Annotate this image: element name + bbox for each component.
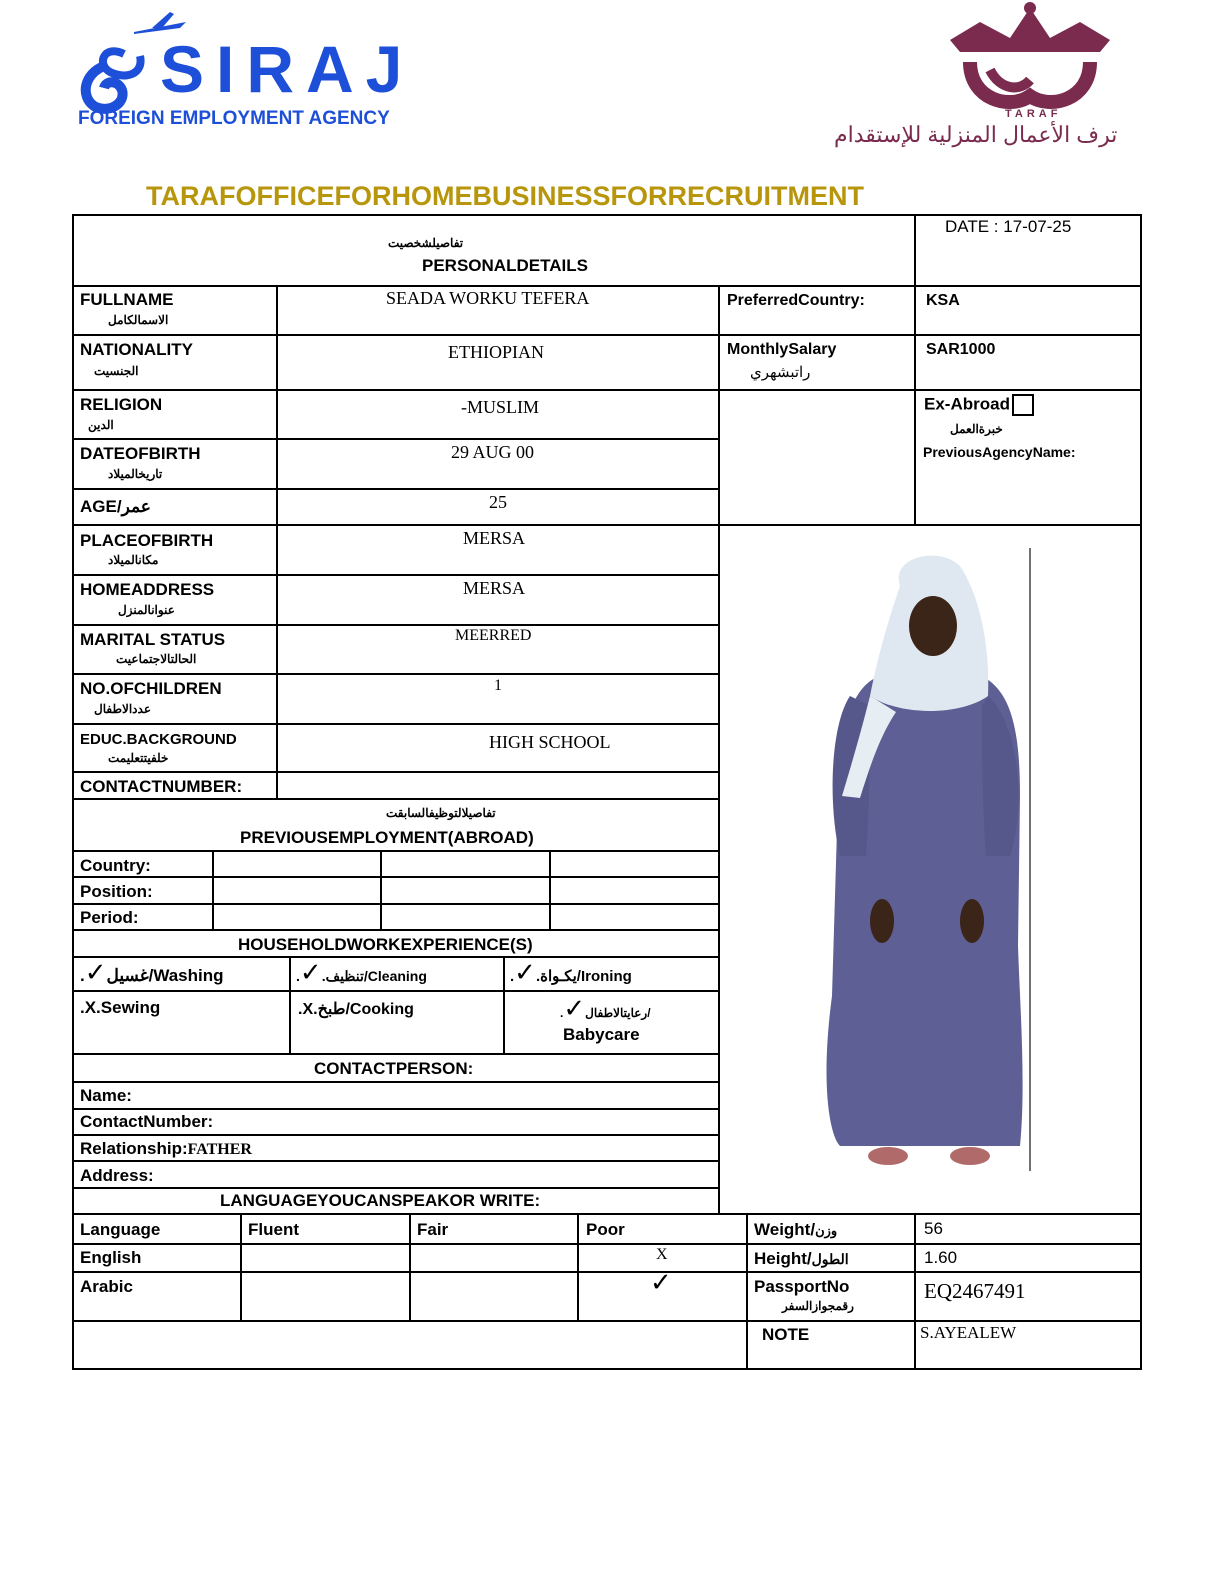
passport-label-ar: رقمجوازالسفر <box>782 1299 854 1313</box>
nationality-value: ETHIOPIAN <box>448 342 544 362</box>
weight <box>754 1220 837 1240</box>
skill-babycare-top: .✓رعايتالاطفال/ <box>560 994 651 1024</box>
age-label-en: AGE/ <box>80 497 122 516</box>
education-label: EDUC.BACKGROUND <box>80 731 237 748</box>
taraf-name: TARAF <box>1005 108 1062 120</box>
pob-value: MERSA <box>463 528 526 548</box>
preferred-country-label: PreferredCountry: <box>727 292 865 309</box>
relationship-value: FATHER <box>187 1141 252 1158</box>
lang-header-fluent: Fluent <box>248 1220 299 1239</box>
fullname-label-ar: الاسمالكامل <box>108 313 169 327</box>
lang-header-language: Language <box>80 1220 161 1239</box>
applicant-figure <box>720 526 1140 1213</box>
skill-washing: .✓غسيل/Washing <box>80 958 224 988</box>
home-address-label-ar: عنوانالمنزل <box>118 603 175 617</box>
contact-number-label: CONTACTNUMBER: <box>80 777 243 796</box>
babycare-label-ar: رعايتالاطفال/ <box>585 1006 651 1020</box>
prev-country-label: Country: <box>80 856 151 875</box>
religion-label-ar: الدين <box>88 418 114 432</box>
fullname-value: SEADA WORKU TEFERA <box>386 288 590 308</box>
dob-label: DATEOFBIRTH <box>80 444 201 463</box>
age-value: 25 <box>489 492 507 512</box>
lang-header-fair: Fair <box>417 1220 449 1239</box>
children-label-ar: عددالاطفال <box>94 702 151 716</box>
washing-label: غسيل/Washing <box>106 966 224 985</box>
lang-arabic: Arabic <box>80 1277 133 1296</box>
height-value: 1.60 <box>924 1248 958 1267</box>
ex-abroad-checkbox[interactable] <box>1012 394 1034 416</box>
contact-number-person-label: ContactNumber: <box>80 1112 214 1131</box>
ironing-label: يكـواة/Ironing <box>540 968 632 985</box>
ex-abroad-label: Ex-Abroad <box>924 394 1010 414</box>
lang-english-poor-mark: X <box>656 1246 668 1263</box>
taraf-logo <box>830 0 1200 160</box>
household-title: HOUSEHOLDWORKEXPERIENCE(S) <box>238 935 533 954</box>
lang-header-poor: Poor <box>586 1220 625 1239</box>
home-address-value: MERSA <box>463 578 526 598</box>
prev-employment-title: PREVIOUSEMPLOYMENT(ABROAD) <box>240 828 534 847</box>
personal-title-ar: تفاصيلشخصيت <box>388 236 464 250</box>
prev-employment-title-ar: تفاصيلالتوظيفالسابقت <box>386 806 496 820</box>
children-value: 1 <box>494 677 502 694</box>
cleaning-label: تنظيف/Cleaning <box>325 968 427 984</box>
nationality-label: NATIONALITY <box>80 340 194 359</box>
babycare-label: Babycare <box>563 1025 640 1044</box>
skill-cleaning: .✓.تنظيف/Cleaning <box>296 958 427 988</box>
pob-label: PLACEOFBIRTH <box>80 531 214 550</box>
height <box>754 1249 849 1269</box>
fullname-label: FULLNAME <box>80 290 174 309</box>
contact-name-label: Name: <box>80 1086 132 1105</box>
siraj-subtitle: FOREIGN EMPLOYMENT AGENCY <box>78 108 390 129</box>
form-date: DATE : 17-07-25 <box>945 217 1072 236</box>
languages-title: LANGUAGEYOUCANSPEAKOR WRITE: <box>220 1191 541 1210</box>
education-value: HIGH SCHOOL <box>489 732 611 752</box>
lang-english: English <box>80 1248 142 1267</box>
relationship <box>80 1139 252 1159</box>
children-label: NO.OFCHILDREN <box>80 679 222 698</box>
washing-check-icon: ✓ <box>84 958 107 988</box>
home-address-label: HOMEADDRESS <box>80 580 215 599</box>
weight-label-ar: وزن <box>815 1223 838 1238</box>
contact-person-title: CONTACTPERSON: <box>314 1059 474 1078</box>
passport-value: EQ2467491 <box>924 1279 1026 1303</box>
ex-abroad-label-ar: خبرةالعمل <box>950 422 1003 436</box>
height-label-ar: الطول <box>811 1251 849 1267</box>
contact-address-label: Address: <box>80 1166 154 1185</box>
age-label-ar: عمر <box>121 497 151 516</box>
marital-label-ar: الحالتالاجتماعيت <box>116 652 197 666</box>
note-value: S.AYEALEW <box>920 1323 1017 1342</box>
siraj-logo <box>74 4 414 134</box>
personal-title: PERSONALDETAILS <box>422 256 588 275</box>
pob-label-ar: مكانالميلاد <box>108 553 159 567</box>
weight-label: Weight/ <box>754 1220 816 1239</box>
religion-value: -MUSLIM <box>461 397 540 417</box>
monthly-salary-value: SAR1000 <box>926 341 996 358</box>
religion-label: RELIGION <box>80 395 163 414</box>
relationship-label: Relationship: <box>80 1139 188 1158</box>
previous-agency-label: PreviousAgencyName: <box>923 444 1076 460</box>
height-label: Height/ <box>754 1249 812 1268</box>
skill-ironing: .✓.يكـواة/Ironing <box>510 958 632 988</box>
age-label <box>80 497 151 517</box>
skill-cooking: .X.طبخ/Cooking <box>298 1001 414 1018</box>
monthly-salary-label: MonthlySalary <box>727 341 837 358</box>
cleaning-check-icon: ✓ <box>299 958 322 988</box>
monthly-salary-label-ar: راتبشهري <box>750 364 811 381</box>
taraf-arabic: ترف الأعمال المنزلية للإستقدام <box>834 122 1118 147</box>
office-title: TARAFOFFICEFORHOMEBUSINESSFORRECRUITMENT <box>146 181 864 211</box>
passport-label: PassportNo <box>754 1277 850 1296</box>
note-label: NOTE <box>762 1325 810 1344</box>
lang-arabic-poor-check-icon: ✓ <box>650 1268 672 1298</box>
dob-label-ar: تاريخالميلاد <box>108 467 163 481</box>
marital-label: MARITAL STATUS <box>80 630 226 649</box>
babycare-check-icon: ✓ <box>563 994 586 1024</box>
education-label-ar: خلفيتتعليمت <box>108 751 169 765</box>
skill-sewing: .X.Sewing <box>80 998 161 1017</box>
ironing-check-icon: ✓ <box>514 958 536 988</box>
nationality-label-ar: الجنسيت <box>94 364 139 378</box>
marital-value: MEERRED <box>455 627 532 644</box>
prev-period-label: Period: <box>80 908 139 927</box>
prev-position-label: Position: <box>80 882 153 901</box>
crown-icon <box>930 0 1130 120</box>
siraj-name: SIRAJ <box>160 32 415 106</box>
weight-value: 56 <box>924 1219 943 1238</box>
ex-abroad <box>924 394 1034 416</box>
dob-value: 29 AUG 00 <box>451 442 535 462</box>
preferred-country-value: KSA <box>926 292 960 309</box>
applicant-photo <box>720 526 1140 1213</box>
